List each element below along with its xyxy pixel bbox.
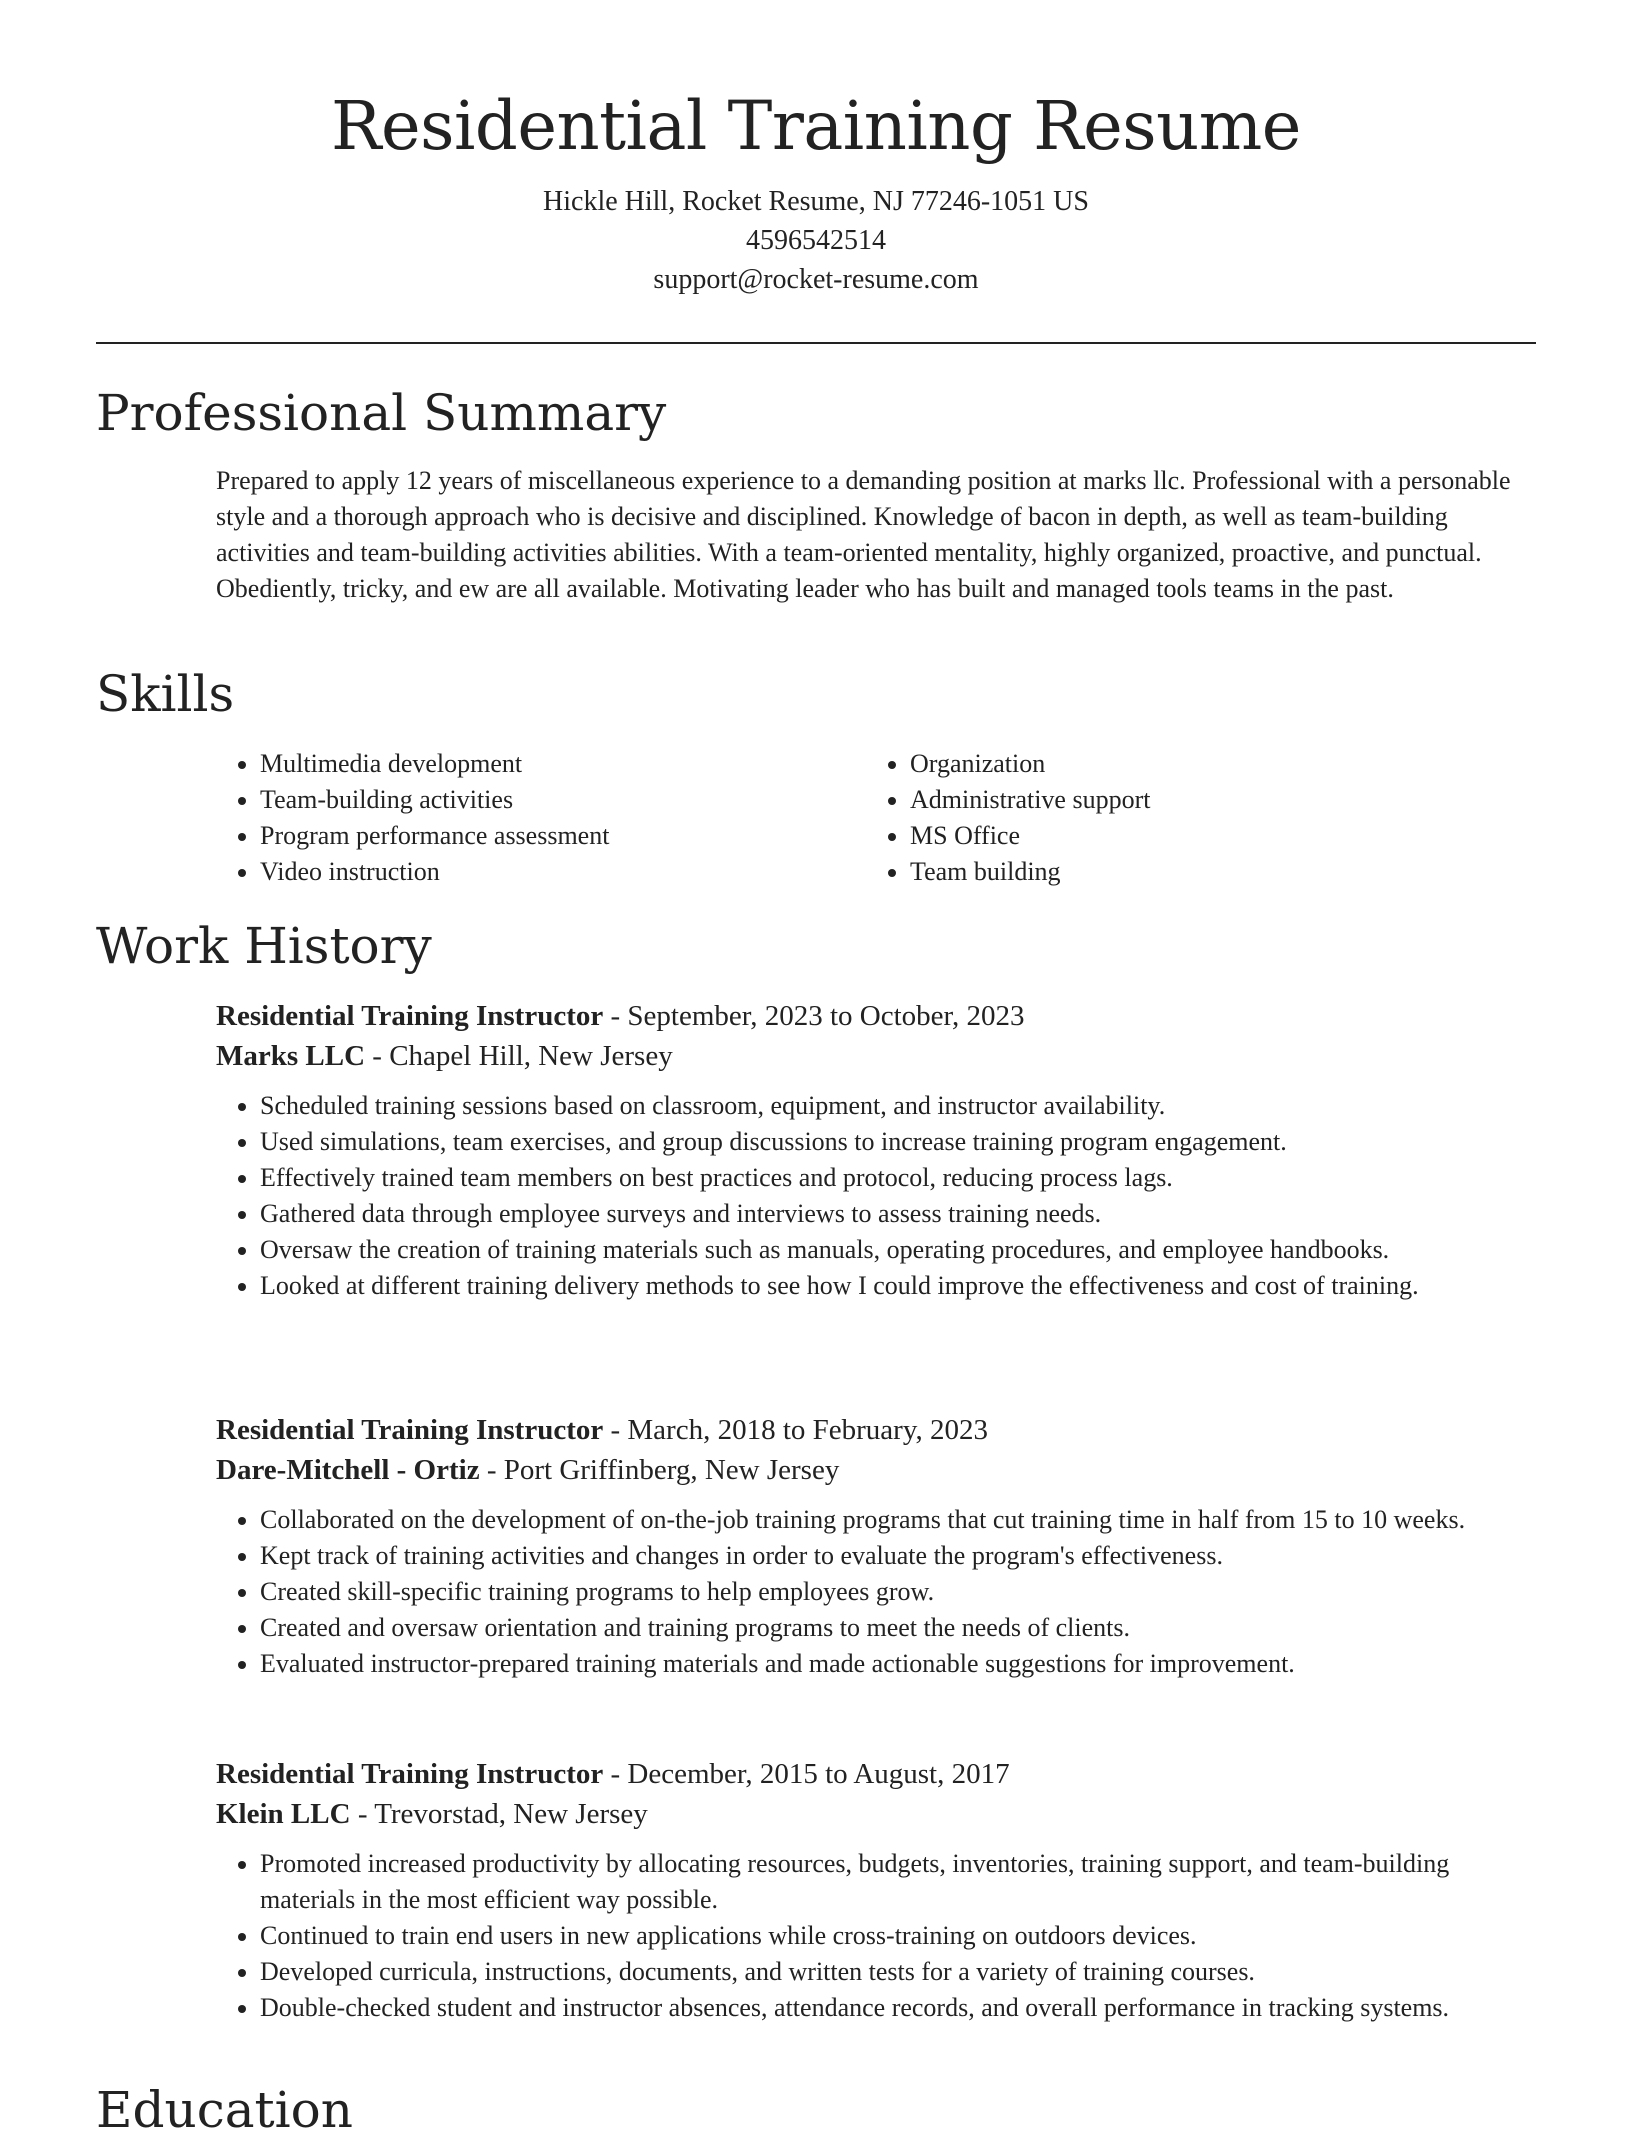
job-company: Marks LLC: [216, 1040, 366, 1072]
duty-item: • Looked at different training delivery methods to see how I could improve the effectiveness and cost of training.: [260, 1268, 1541, 1304]
job-location: - Chapel Hill, New Jersey: [365, 1040, 673, 1072]
skill-item: • Organization: [910, 746, 1516, 782]
duty-item: • Scheduled training sessions based on classroom, equipment, and instructor availability.: [260, 1088, 1541, 1124]
header-divider: [96, 342, 1536, 344]
duty-item: • Effectively trained team members on best practices and protocol, reducing process lags.: [260, 1160, 1541, 1196]
duty-item: • Double-checked student and instructor absences, attendance records, and overall performance in tracking systems.: [260, 1990, 1541, 2026]
duty-item: • Evaluated instructor-prepared training materials and made actionable suggestions for improvement.: [260, 1646, 1541, 1682]
job-company-line: [216, 1036, 1541, 1076]
resume-header: [0, 0, 1632, 299]
resume-title: Residential Training Resume: [331, 87, 1301, 165]
job-location: - Port Griffinberg, New Jersey: [479, 1454, 840, 1486]
skill-item: • Program performance assessment: [260, 818, 866, 854]
skill-item: • MS Office: [910, 818, 1516, 854]
address-line: Hickle Hill, Rocket Resume, NJ 77246-1051 US: [543, 186, 1089, 217]
job-duties: [216, 1846, 1541, 2026]
job-entry: [216, 996, 1541, 1304]
job-duties: [216, 1088, 1541, 1304]
job-company-line: [216, 1450, 1541, 1490]
skill-item: • Team building: [910, 854, 1516, 890]
duty-item: • Created skill-specific training programs to help employees grow.: [260, 1574, 1541, 1610]
job-dates: - December, 2015 to August, 2017: [603, 1758, 1010, 1790]
duty-item: • Used simulations, team exercises, and group discussions to increase training program engagement.: [260, 1124, 1541, 1160]
skill-item: • Video instruction: [260, 854, 866, 890]
skills-column-left: [216, 746, 866, 890]
duty-item: • Oversaw the creation of training materials such as manuals, operating procedures, and employee handbooks.: [260, 1232, 1541, 1268]
duty-item: • Developed curricula, instructions, documents, and written tests for a variety of training courses.: [260, 1954, 1541, 1990]
education-heading: Education: [96, 2081, 353, 2139]
skill-item: • Multimedia development: [260, 746, 866, 782]
duty-item: • Created and oversaw orientation and training programs to meet the needs of clients.: [260, 1610, 1541, 1646]
job-title-line: [216, 1754, 1541, 1794]
skills-heading: Skills: [96, 665, 235, 723]
job-duties: [216, 1502, 1541, 1682]
job-entry: [216, 1754, 1541, 2026]
job-role: Residential Training Instructor: [216, 1000, 604, 1032]
job-role: Residential Training Instructor: [216, 1414, 604, 1446]
email-line: support@rocket-resume.com: [653, 264, 979, 295]
skills-column-right: [866, 746, 1516, 890]
skill-item: • Team-building activities: [260, 782, 866, 818]
duty-item: • Continued to train end users in new applications while cross-training on outdoors devices.: [260, 1918, 1541, 1954]
work-history-heading: Work History: [96, 917, 432, 975]
skill-item: • Administrative support: [910, 782, 1516, 818]
job-location: - Trevorstad, New Jersey: [350, 1798, 648, 1830]
duty-item: • Collaborated on the development of on-the-job training programs that cut training time in half from 15 to 10 weeks.: [260, 1502, 1541, 1538]
job-entry: [216, 1410, 1541, 1682]
skills-list: [216, 746, 1541, 890]
job-dates: - March, 2018 to February, 2023: [603, 1414, 988, 1446]
summary-heading: Professional Summary: [96, 384, 667, 442]
contact-block: [0, 182, 1632, 299]
summary-text: Prepared to apply 12 years of miscellaneous experience to a demanding position at marks llc. Professional with a personable style and a thorough approach who is decisive and disciplined. Knowledge of bacon in depth, as well as team-building activities and team-building activities abilities. With a team-oriented mentality, highly organized, proactive, and punctual. Obediently, tricky, and ew are all available. Motivating leader who has built and managed tools teams in the past.: [216, 466, 1511, 603]
duty-item: • Promoted increased productivity by allocating resources, budgets, inventories, training support, and team-building materials in the most efficient way possible.: [260, 1846, 1541, 1918]
job-company: Dare-Mitchell - Ortiz: [216, 1454, 480, 1486]
duty-item: • Kept track of training activities and changes in order to evaluate the program's effectiveness.: [260, 1538, 1541, 1574]
job-role: Residential Training Instructor: [216, 1758, 604, 1790]
job-company: Klein LLC: [216, 1798, 351, 1830]
phone-line: 4596542514: [746, 225, 886, 256]
job-title-line: [216, 1410, 1541, 1450]
duty-item: • Gathered data through employee surveys and interviews to assess training needs.: [260, 1196, 1541, 1232]
job-company-line: [216, 1794, 1541, 1834]
job-title-line: [216, 996, 1541, 1036]
job-dates: - September, 2023 to October, 2023: [603, 1000, 1025, 1032]
